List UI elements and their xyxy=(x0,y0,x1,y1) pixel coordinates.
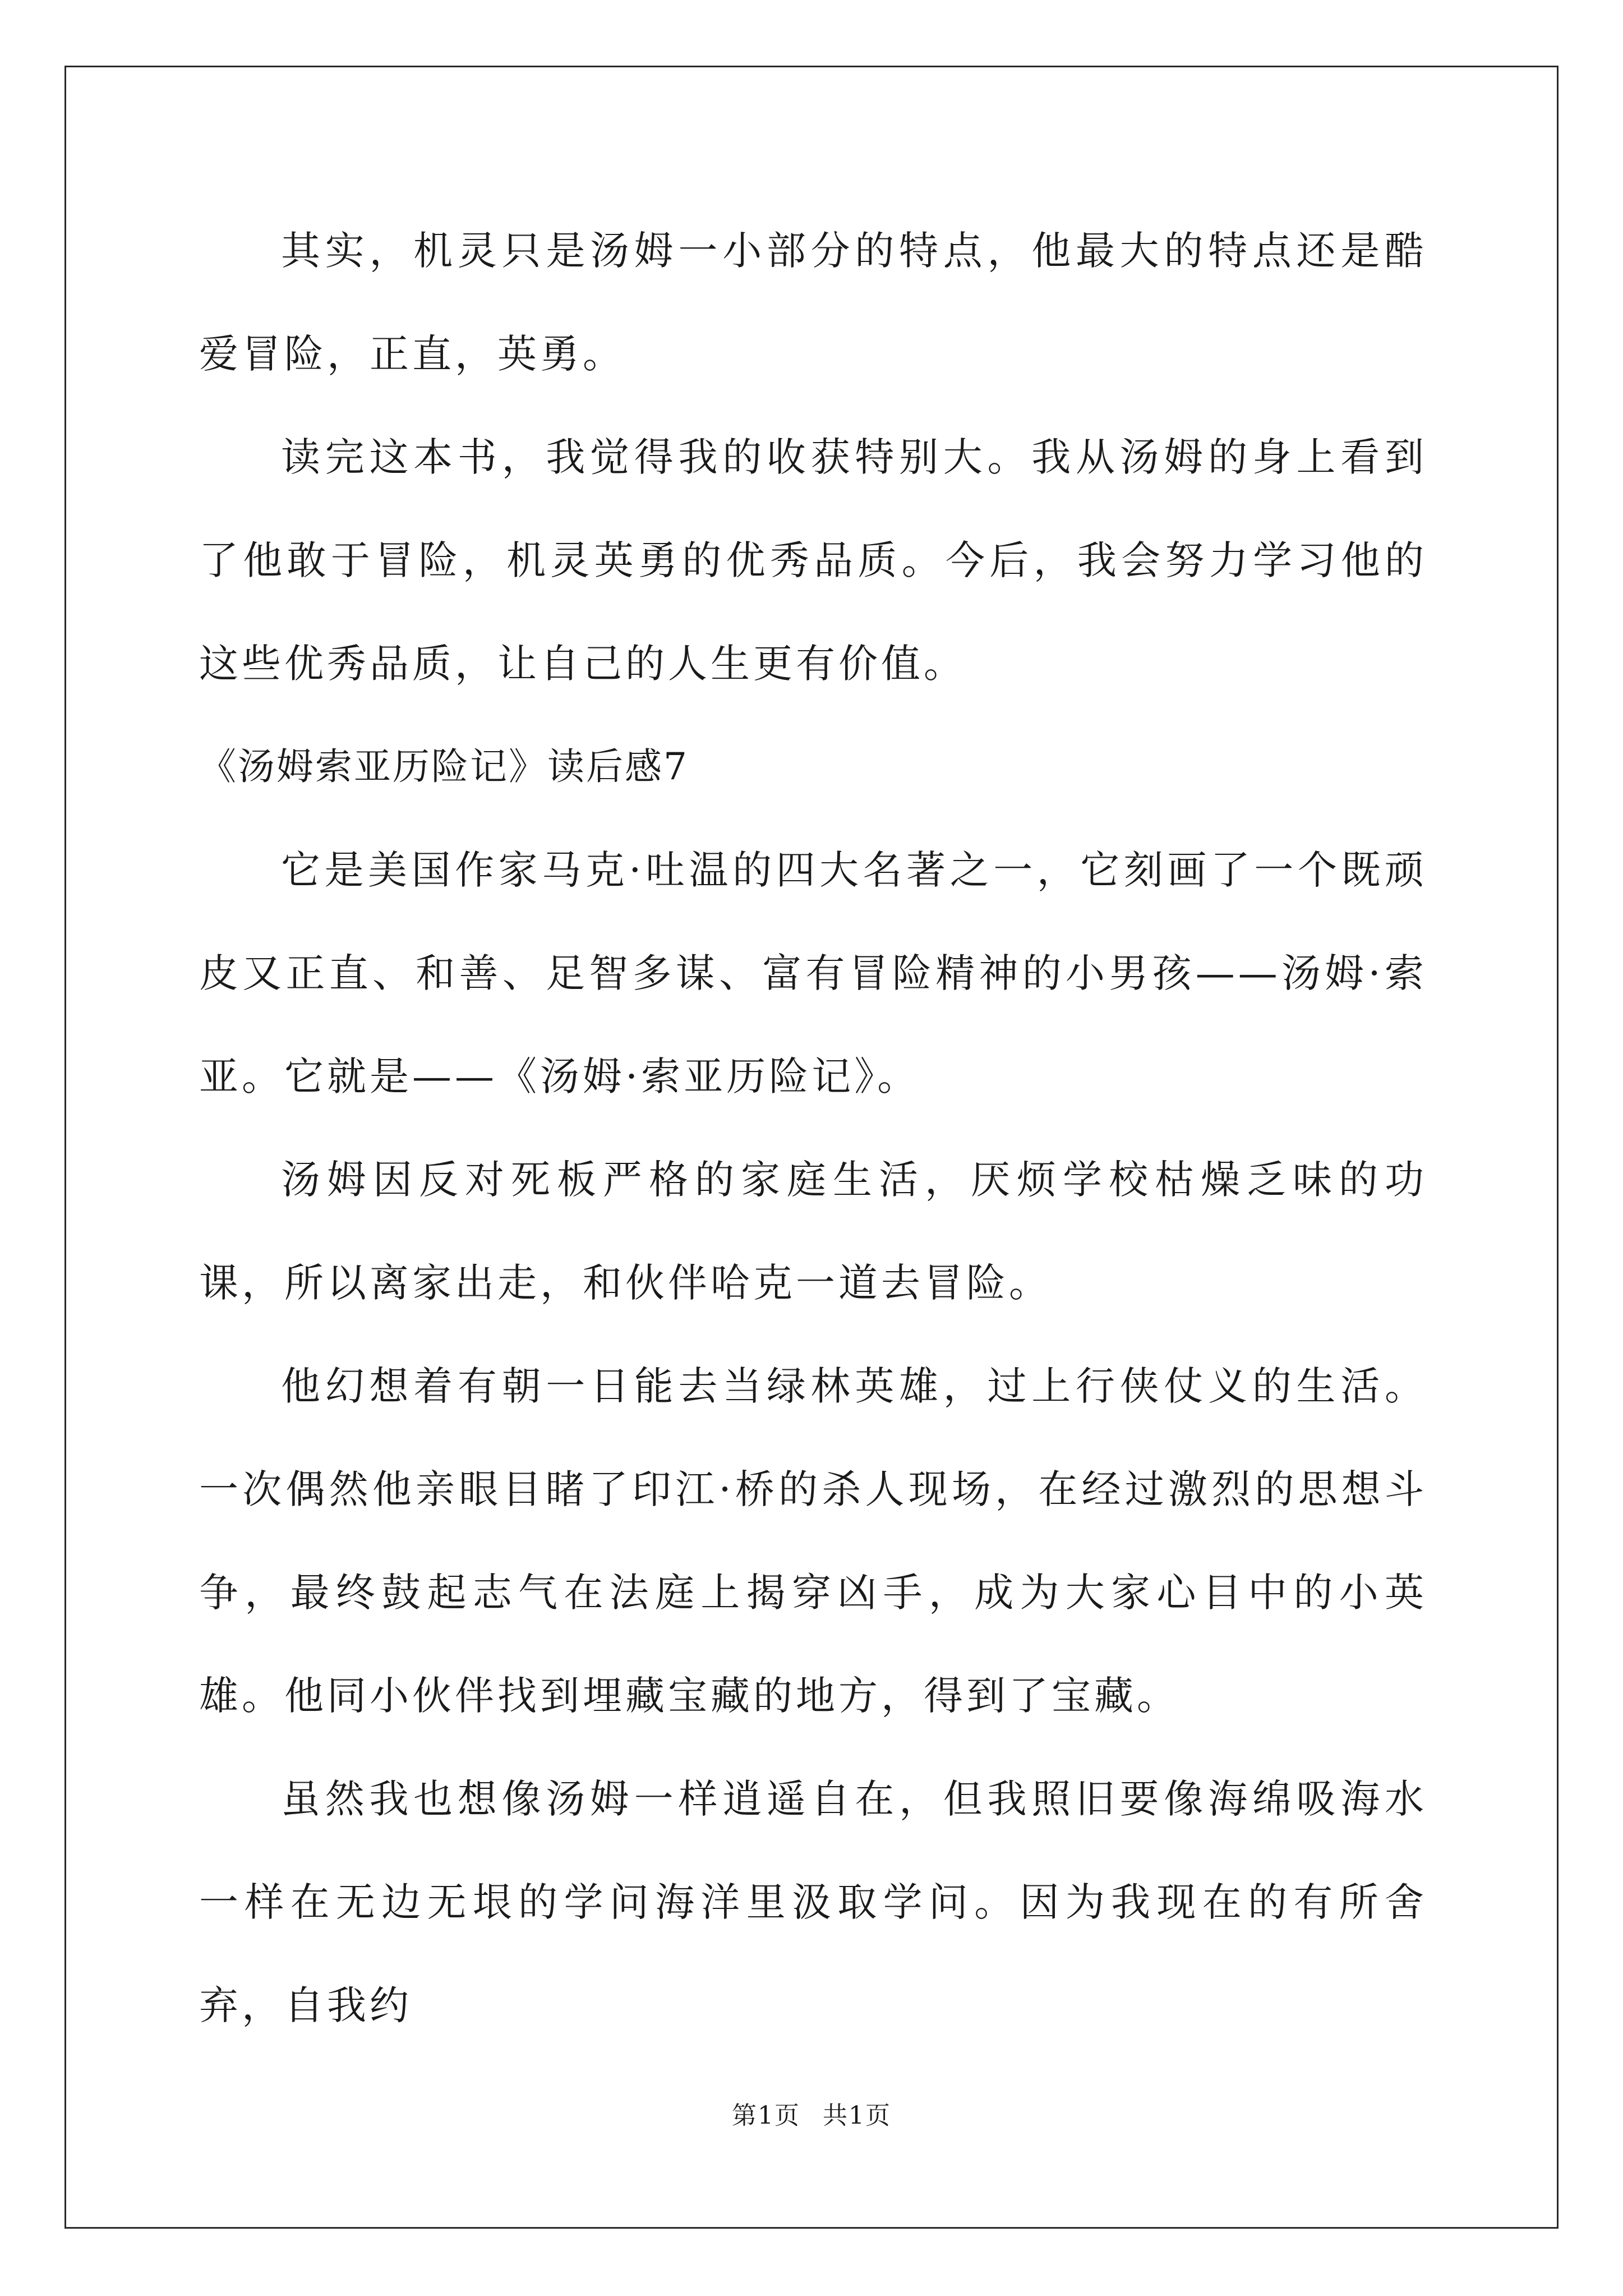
page-footer xyxy=(0,2095,1623,2131)
paragraph: 汤姆因反对死板严格的家庭生活，厌烦学校枯燥乏味的功课，所以离家出走，和伙伴哈克一道去冒险。 xyxy=(199,1157,1427,1306)
page-total: 共1页 xyxy=(823,2101,891,2130)
paragraph: 虽然我也想像汤姆一样逍遥自在，但我照旧要像海绵吸海水一样在无边无垠的学问海洋里汲取学问。因为我现在的有所舍弃，自我约 xyxy=(199,1776,1427,2028)
page-number: 第1页 xyxy=(732,2101,800,2130)
paragraph: 它是美国作家马克·吐温的四大名著之一，它刻画了一个既顽皮又正直、和善、足智多谋、富有冒险精神的小男孩——汤姆·索亚。它就是——《汤姆·索亚历险记》。 xyxy=(199,847,1427,1099)
paragraph: 其实，机灵只是汤姆一小部分的特点，他最大的特点还是酷爱冒险，正直，英勇。 xyxy=(199,228,1427,377)
section-heading: 《汤姆索亚历险记》读后感7 xyxy=(199,745,689,788)
document-body xyxy=(199,199,1427,2057)
paragraph: 读完这本书，我觉得我的收获特别大。我从汤姆的身上看到了他敢于冒险，机灵英勇的优秀品质。今后，我会努力学习他的这些优秀品质，让自己的人生更有价值。 xyxy=(199,434,1427,687)
paragraph: 他幻想着有朝一日能去当绿林英雄，过上行侠仗义的生活。一次偶然他亲眼目睹了印江·桥的杀人现场，在经过激烈的思想斗争，最终鼓起志气在法庭上揭穿凶手，成为大家心目中的小英雄。他同小伙伴找到埋藏宝藏的地方，得到了宝藏。 xyxy=(199,1363,1427,1719)
